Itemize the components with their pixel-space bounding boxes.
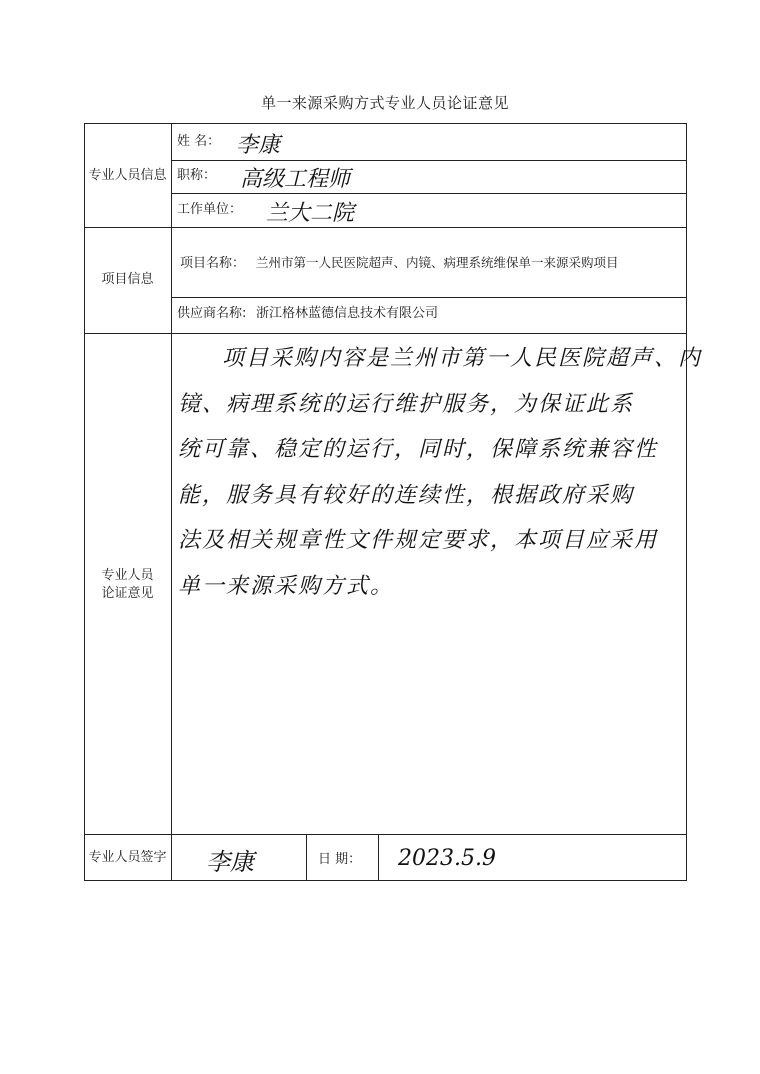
unit-label: 工作单位： — [177, 202, 243, 217]
opinion-line: 单一来源采购方式。 — [178, 573, 395, 599]
signature-label: 专业人员签字 — [88, 850, 167, 865]
opinion-line: 能，服务具有较好的连续性，根据政府采购 — [178, 482, 635, 508]
opinion-line: 项目采购内容是兰州市第一人民医院超声、内 — [222, 346, 703, 371]
opinion-section-label-line1: 专业人员 — [101, 568, 154, 583]
document-title: 单一来源采购方式专业人员论证意见 — [260, 94, 509, 112]
project-name-label: 项目名称： — [180, 256, 246, 271]
supplier-value: 浙江格林蓝德信息技术有限公司 — [256, 306, 439, 321]
opinion-line: 镜、病理系统的运行维护服务，为保证此系 — [178, 391, 635, 417]
opinion-section-label-line2: 论证意见 — [101, 586, 154, 601]
handwritten-opinion — [178, 336, 703, 609]
opinion-line: 法及相关规章性文件规定要求，本项目应采用 — [178, 528, 659, 553]
unit-value: 兰大二院 — [266, 201, 355, 226]
signature-value: 李康 — [206, 848, 254, 876]
date-label: 日 期： — [318, 852, 362, 867]
project-name-value: 兰州市第一人民医院超声、内镜、病理系统维保单一来源采购项目 — [256, 255, 619, 270]
supplier-label: 供应商名称: — [177, 306, 247, 321]
expert-info-section-label: 专业人员信息 — [88, 168, 167, 183]
project-info-section-label: 项目信息 — [101, 272, 154, 287]
name-value: 李康 — [236, 133, 281, 158]
title-label: 职称： — [177, 168, 217, 183]
name-label: 姓 名： — [177, 134, 221, 149]
title-value: 高级工程师 — [240, 167, 351, 192]
opinion-line: 统可靠、稳定的运行，同时，保障系统兼容性 — [178, 437, 659, 462]
date-value: 2023.5.9 — [398, 846, 496, 871]
